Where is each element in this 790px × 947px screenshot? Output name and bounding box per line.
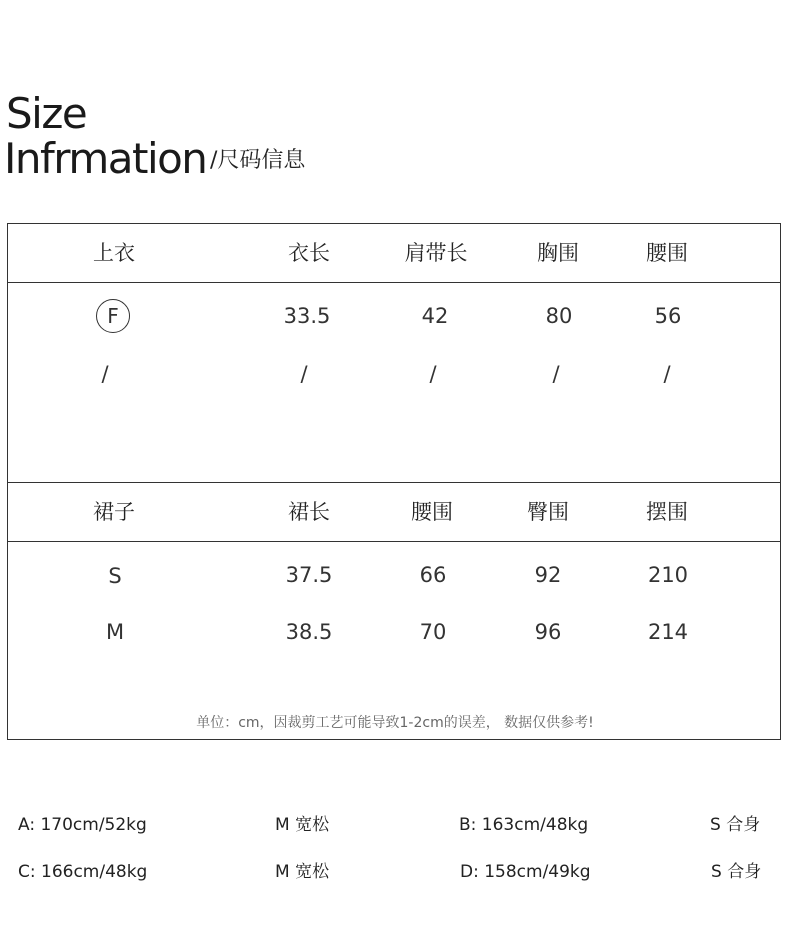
table-cell: 38.5 <box>285 620 333 644</box>
table-cell: / <box>101 362 109 386</box>
table-cell: 70 <box>419 620 447 644</box>
header-waist: 腰围 <box>411 500 453 524</box>
table-cell: / <box>300 362 308 386</box>
size-f-label: F <box>96 299 130 333</box>
header-hip: 臀围 <box>527 500 569 524</box>
divider <box>8 282 780 283</box>
model-d-fit: S 合身 <box>711 862 762 882</box>
table-cell: 214 <box>647 620 689 644</box>
measurement-note: 单位：cm，因裁剪工艺可能导致1-2cm的误差， 数据仅供参考! <box>196 715 594 731</box>
table-cell: 33.5 <box>283 304 331 328</box>
title-chinese: /尺码信息 <box>210 148 306 173</box>
header-skirt-category: 裙子 <box>93 500 135 524</box>
header-top-category: 上衣 <box>93 241 135 265</box>
header-strap-length: 肩带长 <box>404 241 468 265</box>
table-cell: / <box>663 362 671 386</box>
header-skirt-length: 裙长 <box>288 500 330 524</box>
table-cell: 210 <box>647 563 689 587</box>
table-cell: / <box>429 362 437 386</box>
header-bust: 胸围 <box>537 241 579 265</box>
table-cell: 92 <box>534 563 562 587</box>
table-cell: / <box>552 362 560 386</box>
title-information: Infrmation <box>4 134 207 183</box>
header-waist: 腰围 <box>646 241 688 265</box>
header-length: 衣长 <box>288 241 330 265</box>
model-c-fit: M 宽松 <box>275 862 330 882</box>
title-size: Size <box>6 89 87 138</box>
model-b-info: B: 163cm/48kg <box>459 815 589 835</box>
table-cell: 56 <box>654 304 682 328</box>
table-cell: 37.5 <box>285 563 333 587</box>
table-cell: M <box>105 620 125 644</box>
size-f-badge <box>96 299 130 333</box>
model-d-info: D: 158cm/49kg <box>460 862 591 882</box>
model-a-fit: M 宽松 <box>275 815 330 835</box>
model-c-info: C: 166cm/48kg <box>18 862 148 882</box>
divider <box>8 541 780 542</box>
header-hem: 摆围 <box>646 500 688 524</box>
table-cell: 80 <box>545 304 573 328</box>
model-a-info: A: 170cm/52kg <box>18 815 147 835</box>
table-cell: 42 <box>421 304 449 328</box>
table-cell: 66 <box>419 563 447 587</box>
table-cell: S <box>108 564 122 588</box>
divider <box>8 482 780 483</box>
size-table <box>7 223 781 740</box>
model-b-fit: S 合身 <box>710 815 761 835</box>
table-cell: 96 <box>534 620 562 644</box>
